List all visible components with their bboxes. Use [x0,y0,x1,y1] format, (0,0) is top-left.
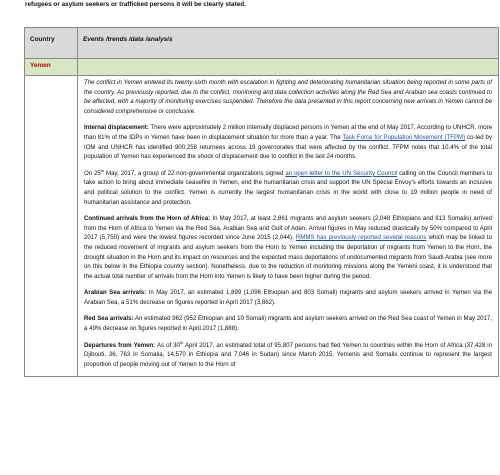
intro-paragraph: The conflict in Yemen entered its twenty-sixth month with escalation in fighting and deteriorating humanitarian situation being reported in some parts of the country. As previously reported, due to the conflict, monitoring and data collection activities along the Red Sea and Arabian sea coasts continued to be affected, with a majority of monitoring exercises suspended. Therefore the data presented in this report concerning new arrivals in Yemen cannot be considered comprehensive or conclusive. [84,79,492,115]
red-sea-text: An estimated 962 (952 Ethiopian and 10 Somali) migrants and asylum seekers arrived on the Red Sea coast of Yemen in May 2017, a 49% decrease on figures reported in April 2017 (1,888). [84,315,492,333]
arabian-sea-text: In May 2017, an estimated 1,899 (1,096 Ethiopian and 803 Somali) migrants and asylum seekers arrived in Yemen via the Arabian Sea, a 51% decrease on figures reported in April 2017 (3,862). [84,289,492,306]
arabian-sea-paragraph [84,288,492,307]
continued-arrivals-heading: Continued arrivals from the Horn of Africa: [84,215,211,223]
displacement-paragraph [84,123,492,161]
departures-text-1: As of 30 [155,341,180,349]
content-row [25,76,499,377]
open-letter-link[interactable]: an open letter to the UN Security Council [285,169,398,177]
arabian-sea-heading: Arabian Sea arrivals: [84,289,147,297]
intro-text: refugees or asylum seekers or trafficked persons it will be clearly stated. [25,1,246,8]
events-body [78,76,498,369]
country-cell-empty [25,76,78,377]
table-header-row [25,28,499,59]
displacement-heading: Internal displacement: [84,124,149,132]
ngo-text-1: On 25 [84,169,101,177]
departures-paragraph [84,341,492,370]
tfpm-link[interactable]: Task Force for Population Movement (TFPM) [342,133,466,141]
country-column-header: Country [25,28,78,59]
departures-text-2: April 2017, an estimated total of 95,807 persons had fled Yemen to countries within the Horn of Africa (37,428 in Djibouti, 36, 763 in Somalia, 14,570 in Ethiopia and 7,046 in Sudan) since March 2015. Yemenis and Somalis continue to represent the largest proportion of people moving out of Yemen to the Horn of [84,341,493,368]
red-sea-paragraph [84,314,492,333]
continued-text-1: In May 2017, at least 2,861 migrants and asylum seekers (2,048 Ethiopians and 813 Somalis) arrived from the Horn of Africa to Yemen via the Red Sea, Arabian Sea and Gulf of Aden. Arrival figures in May reduced drastically by 50% compared to April 2017 (5,750) and were the lowest figures recorded since June 2015 (2,044). [84,215,492,242]
ngo-text-3: calling on the Council members to take action to bring about immediate ceasefire in Yemen, end the humanitarian crisis and support the UN Special Envoy's efforts towards an inclusive and political solution to the conflict. Yemen is currently the largest humanitarian crisis in the world with close to 19 million people in need of humanitarian assistance and protection. [84,169,492,206]
country-row [25,59,499,76]
continued-arrivals-paragraph [84,214,492,281]
displacement-text-2: co-led by IOM and UNHCR has identified 900,258 returnees across 19 governorates that were affected by the conflict. TFPM notes that 10.4% of the total population of Yemen has experienced the shock of displacement due to conflict in the last 24 months. [84,133,492,161]
continued-text-2: which may be linked to the reduced movement of migrants and asylum seekers from the Horn to Yemen including the deportation of migrants from Yemen to the Horn, the drought situation in the Horn and its impact on resources and the expected mass deportations of undocumented migrants from Saudi Arabia (see more on this below in the Ethiopia country section). Nonetheless, due to the reduction of monitoring missions along the Yemeni coast, it is understood that the actual total number of arrivals from the Horn into Yemen is likely to have been higher during the period. [84,234,492,280]
report-table [24,27,499,377]
ngo-paragraph [84,169,492,207]
ngo-date-suffix: th [100,167,105,173]
rmms-reasons-link[interactable]: RMMS has previously reported several reasons [295,234,427,242]
red-sea-heading: Red Sea arrivals: [84,315,134,323]
displacement-text-1: There were approximately 2 million internally displaced persons in Yemen at the end of May 2017. According to UNHCR, more than 81% of the IDPs in Yemen have been in displacement situation for more than a year. The [84,124,492,141]
country-name: Yemen [25,59,78,76]
events-column-header: Events /trends /data /analysis [78,28,499,59]
departures-heading: Departures from Yemen: [84,341,156,349]
ngo-text-2: May, 2017, a group of 22 non-governmental organizations signed [104,169,286,177]
departures-date-suffix: th [179,339,184,345]
country-row-spacer [78,59,499,76]
events-cell [78,76,499,377]
